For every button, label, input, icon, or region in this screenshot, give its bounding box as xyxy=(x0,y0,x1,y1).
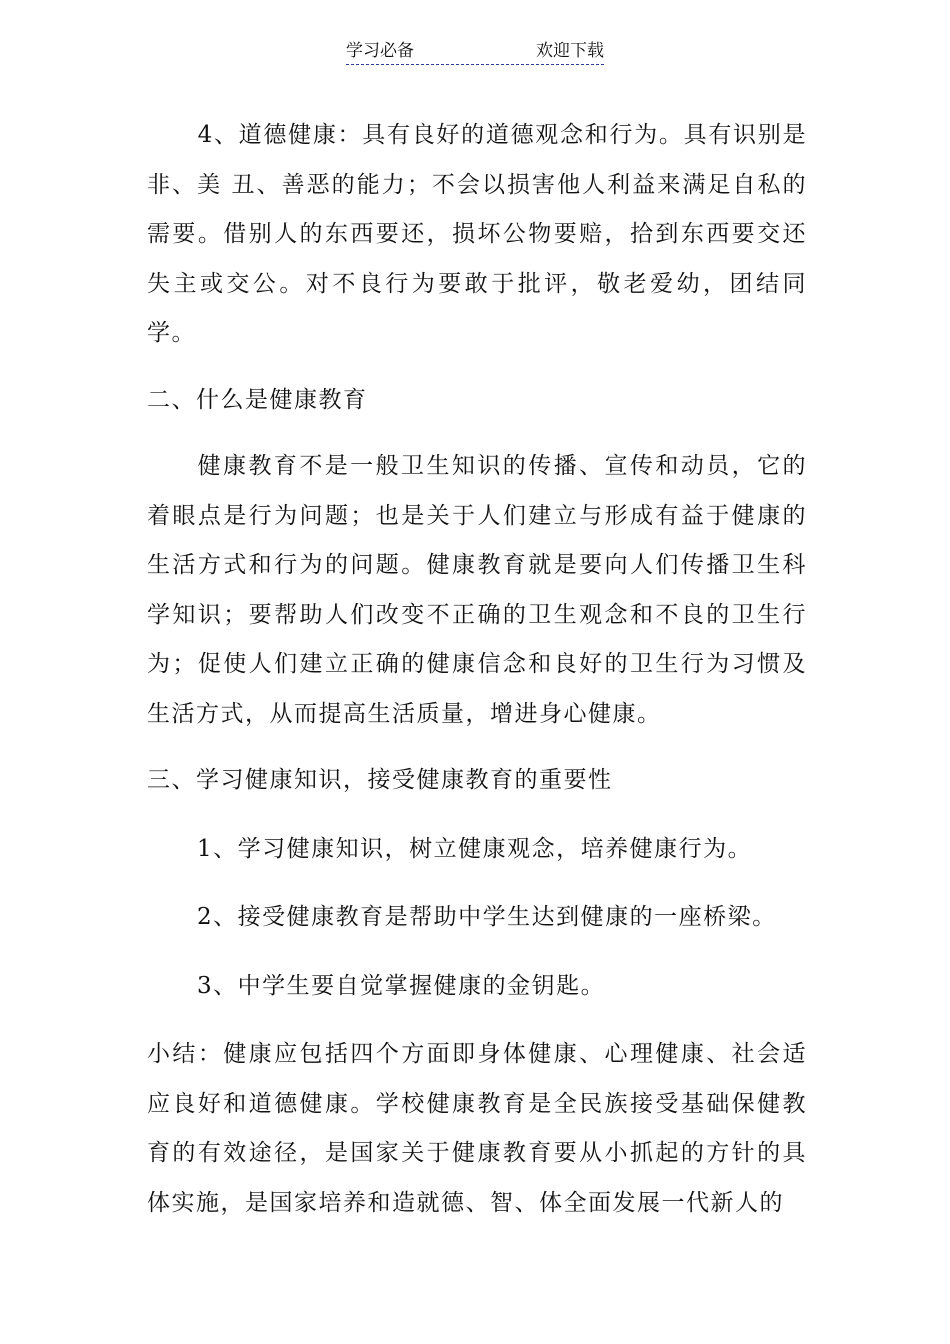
section-heading-importance: 三、学习健康知识，接受健康教育的重要性 xyxy=(147,767,613,793)
header-left-text: 学习必备 xyxy=(346,41,414,61)
list-item: 2、接受健康教育是帮助中学生达到健康的一座桥梁。 xyxy=(197,904,777,930)
summary-paragraph: 小结：健康应包括四个方面即身体健康、心理健康、社会适应良好和道德健康。学校健康教育是全民族接受基础保健教育的有效途径，是国家关于健康教育要从小抓起的方针的具体实施，是国家培养和造就德、智、体全面发展一代新人的 xyxy=(147,1041,807,1216)
section-heading-what-is-health-education: 二、什么是健康教育 xyxy=(147,386,368,413)
health-education-paragraph: 健康教育不是一般卫生知识的传播、宣传和动员，它的着眼点是行为问题；也是关于人们建立与形成有益于健康的生活方式和行为的问题。健康教育就是要向人们传播卫生科学知识；要帮助人们改变不正确的卫生观念和不良的卫生行为；促使人们建立正确的健康信念和良好的卫生行为习惯及生活方式，从而提高生活质量，增进身心健康。 xyxy=(147,453,807,727)
moral-health-paragraph: 4、道德健康：具有良好的道德观念和行为。具有识别是非、美 丑、善恶的能力；不会以损害他人利益来满足自私的需要。借别人的东西要还，损坏公物要赔，拾到东西要交还失主或交公。对不良行为要敢于批评，敬老爱幼，团结同学。 xyxy=(147,122,807,346)
header-right-text: 欢迎下载 xyxy=(536,41,604,61)
list-item: 3、中学生要自觉掌握健康的金钥匙。 xyxy=(197,972,606,999)
page-header xyxy=(346,38,604,65)
document-body xyxy=(147,111,807,1228)
list-item: 1、学习健康知识，树立健康观念，培养健康行为。 xyxy=(197,835,753,862)
